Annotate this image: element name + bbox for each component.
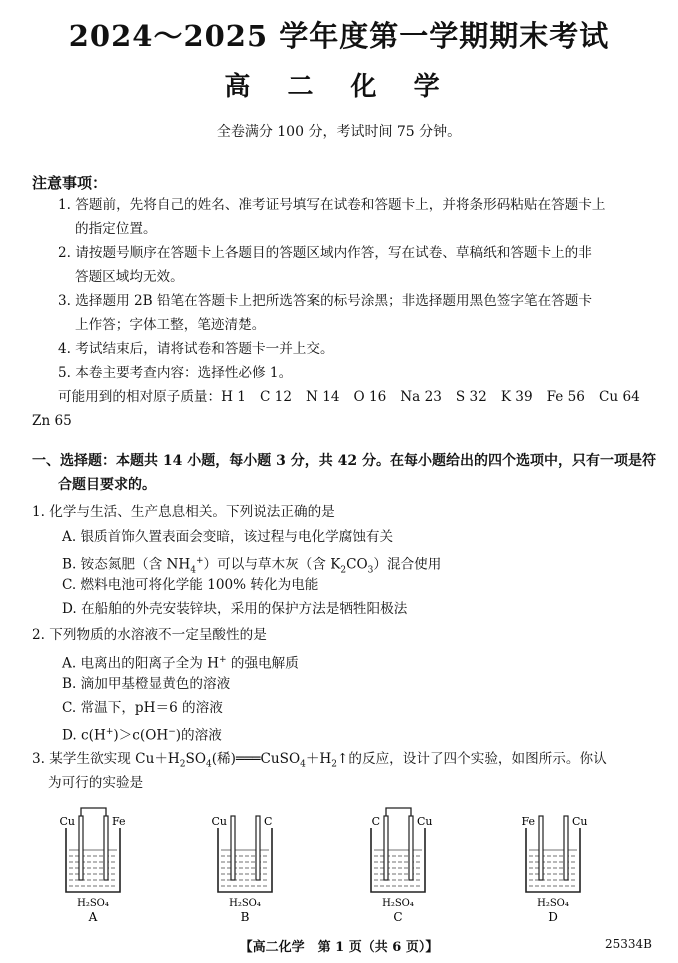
electrode-left-label: Cu — [211, 815, 227, 828]
electrode-right-label: Fe — [112, 815, 126, 828]
beaker — [526, 828, 580, 892]
note-line-6: 上作答；字体工整，笔迹清楚。 — [75, 317, 266, 333]
atomic-masses-line2: Zn 65 — [32, 413, 72, 429]
q1-b-text: CO — [346, 556, 368, 573]
q3-sub: 4 — [300, 759, 306, 770]
q2-option-b: B. 滴加甲基橙显黄色的溶液 — [62, 676, 231, 692]
electrode-right — [104, 816, 108, 880]
score-info: 全卷满分 100 分，考试时间 75 分钟。 — [216, 124, 462, 140]
q2-option-c: C. 常温下，pH＝6 的溶液 — [62, 700, 223, 716]
q1-option-c: C. 燃料电池可将化学能 100% 转化为电能 — [62, 577, 319, 593]
figure-label: C — [393, 910, 403, 924]
electrolyte-label: H₂SO₄ — [229, 898, 261, 909]
figure-label: B — [240, 910, 250, 924]
q3-sub: 2 — [179, 759, 186, 770]
q3-text: SO — [185, 751, 206, 767]
q2-a-text: A. 电离出的阳离子全为 H — [62, 655, 219, 672]
atomic-label: 可能用到的相对原子质量： — [58, 389, 222, 405]
q3-stem — [32, 750, 607, 774]
note-line-2: 的指定位置。 — [75, 221, 157, 237]
wire — [386, 808, 411, 816]
electrolyte-label: H₂SO₄ — [77, 898, 109, 909]
electrode-right-label: Cu — [417, 815, 433, 828]
note-line-7: 4. 考试结束后，请将试卷和答题卡一并上交。 — [58, 341, 334, 357]
paper-code: 25334B — [605, 937, 652, 951]
electrode-right — [409, 816, 413, 880]
atomic-mass: H 1 — [221, 389, 246, 405]
exam-title: 2024～2025 学年度第一学期期末考试 — [68, 19, 610, 53]
electrode-left-label: Fe — [521, 815, 535, 828]
electrolyte-label: H₂SO₄ — [537, 898, 569, 909]
figure-label: D — [548, 910, 558, 924]
wire — [81, 808, 106, 816]
q1-b-sub: 3 — [367, 565, 374, 576]
figure-label: A — [88, 910, 98, 924]
q1-b-text: ）可以与草木灰（含 K — [203, 556, 341, 573]
atomic-mass: S 32 — [455, 389, 487, 405]
electrode-right — [256, 816, 260, 880]
atomic-mass: N 14 — [305, 389, 340, 405]
atomic-mass: Cu 64 — [598, 389, 640, 405]
electrode-left-label: Cu — [59, 815, 75, 828]
atomic-mass: C 12 — [259, 389, 292, 405]
electrode-left-label: C — [371, 815, 380, 828]
electrode-left — [79, 816, 83, 880]
note-line-1: 1. 答题前，先将自己的姓名、准考证号填写在试卷和答题卡上，并将条形码粘贴在答题卡上 — [58, 197, 606, 213]
q3-figures — [0, 800, 678, 925]
q3-text: (稀)═══CuSO — [211, 751, 301, 767]
q2-d-text: D. c(H — [62, 727, 106, 744]
q1-stem: 1. 化学与生活、生产息息相关。下列说法正确的是 — [32, 504, 335, 520]
q1-b-sup: + — [196, 556, 204, 566]
q1-option-a: A. 银质首饰久置表面会变暗，该过程与电化学腐蚀有关 — [62, 529, 394, 545]
q3-sub: 2 — [331, 759, 338, 770]
note-line-3: 2. 请按题号顺序在答题卡上各题目的答题区域内作答，写在试卷、草稿纸和答题卡上的非 — [58, 245, 592, 261]
q1-b-sub: 4 — [190, 565, 196, 576]
q2-option-a — [62, 651, 299, 673]
q2-option-d — [62, 723, 222, 745]
q1-b-text: ）混合使用 — [373, 556, 442, 573]
electrode-left — [231, 816, 235, 880]
notes-title: 注意事项： — [32, 174, 108, 192]
electrode-right-label: Cu — [572, 815, 588, 828]
atomic-mass: Fe 56 — [546, 389, 585, 405]
atomic-masses — [58, 388, 640, 406]
electrode-right — [564, 816, 568, 880]
beaker — [66, 828, 120, 892]
q2-a-sup: + — [218, 655, 227, 665]
q1-b-sub: 2 — [340, 565, 347, 576]
q3-text: 3. 某学生欲实现 Cu＋H — [32, 751, 180, 767]
note-line-8: 5. 本卷主要考查内容：选择性必修 1。 — [58, 365, 293, 381]
q2-stem: 2. 下列物质的水溶液不一定呈酸性的是 — [32, 627, 267, 643]
section1-heading-line2: 合题目要求的。 — [58, 477, 156, 493]
q2-a-text: 的强电解质 — [226, 655, 299, 672]
q2-d-sup: + — [105, 727, 114, 737]
q2-d-sup: − — [168, 727, 176, 737]
beaker — [218, 828, 272, 892]
q3-stem-line2: 为可行的实验是 — [48, 775, 144, 791]
note-line-5: 3. 选择题用 2B 铅笔在答题卡上把所选答案的标号涂黑；非选择题用黑色签字笔在答题卡 — [58, 293, 592, 309]
page-footer: 【高二化学 第 1 页（共 6 页）】 — [239, 940, 439, 955]
electrolyte-label: H₂SO₄ — [382, 898, 414, 909]
q2-d-text: )的溶液 — [175, 727, 222, 744]
atomic-mass: Na 23 — [400, 389, 442, 405]
beaker — [371, 828, 425, 892]
atomic-mass: K 39 — [500, 389, 533, 405]
exam-subject: 高 二 化 学 — [224, 72, 454, 102]
q1-b-text: B. 铵态氮肥（含 NH — [62, 556, 191, 573]
q2-d-text: )＞c(OH — [113, 727, 169, 744]
q3-text: ↑的反应，设计了四个实验，如图所示。你认 — [337, 751, 607, 767]
atomic-mass: O 16 — [353, 389, 387, 405]
electrode-left — [384, 816, 388, 880]
q3-sub: 4 — [205, 759, 212, 770]
electrode-left — [539, 816, 543, 880]
q3-text: ＋H — [305, 751, 332, 767]
q1-option-d: D. 在船舶的外壳安装锌块，采用的保护方法是牺牲阳极法 — [62, 601, 408, 617]
section1-heading: 一、选择题：本题共 14 小题，每小题 3 分，共 42 分。在每小题给出的四个选项中，只有一项是符 — [32, 453, 656, 469]
note-line-4: 答题区域均无效。 — [75, 269, 184, 285]
electrode-right-label: C — [264, 815, 273, 828]
